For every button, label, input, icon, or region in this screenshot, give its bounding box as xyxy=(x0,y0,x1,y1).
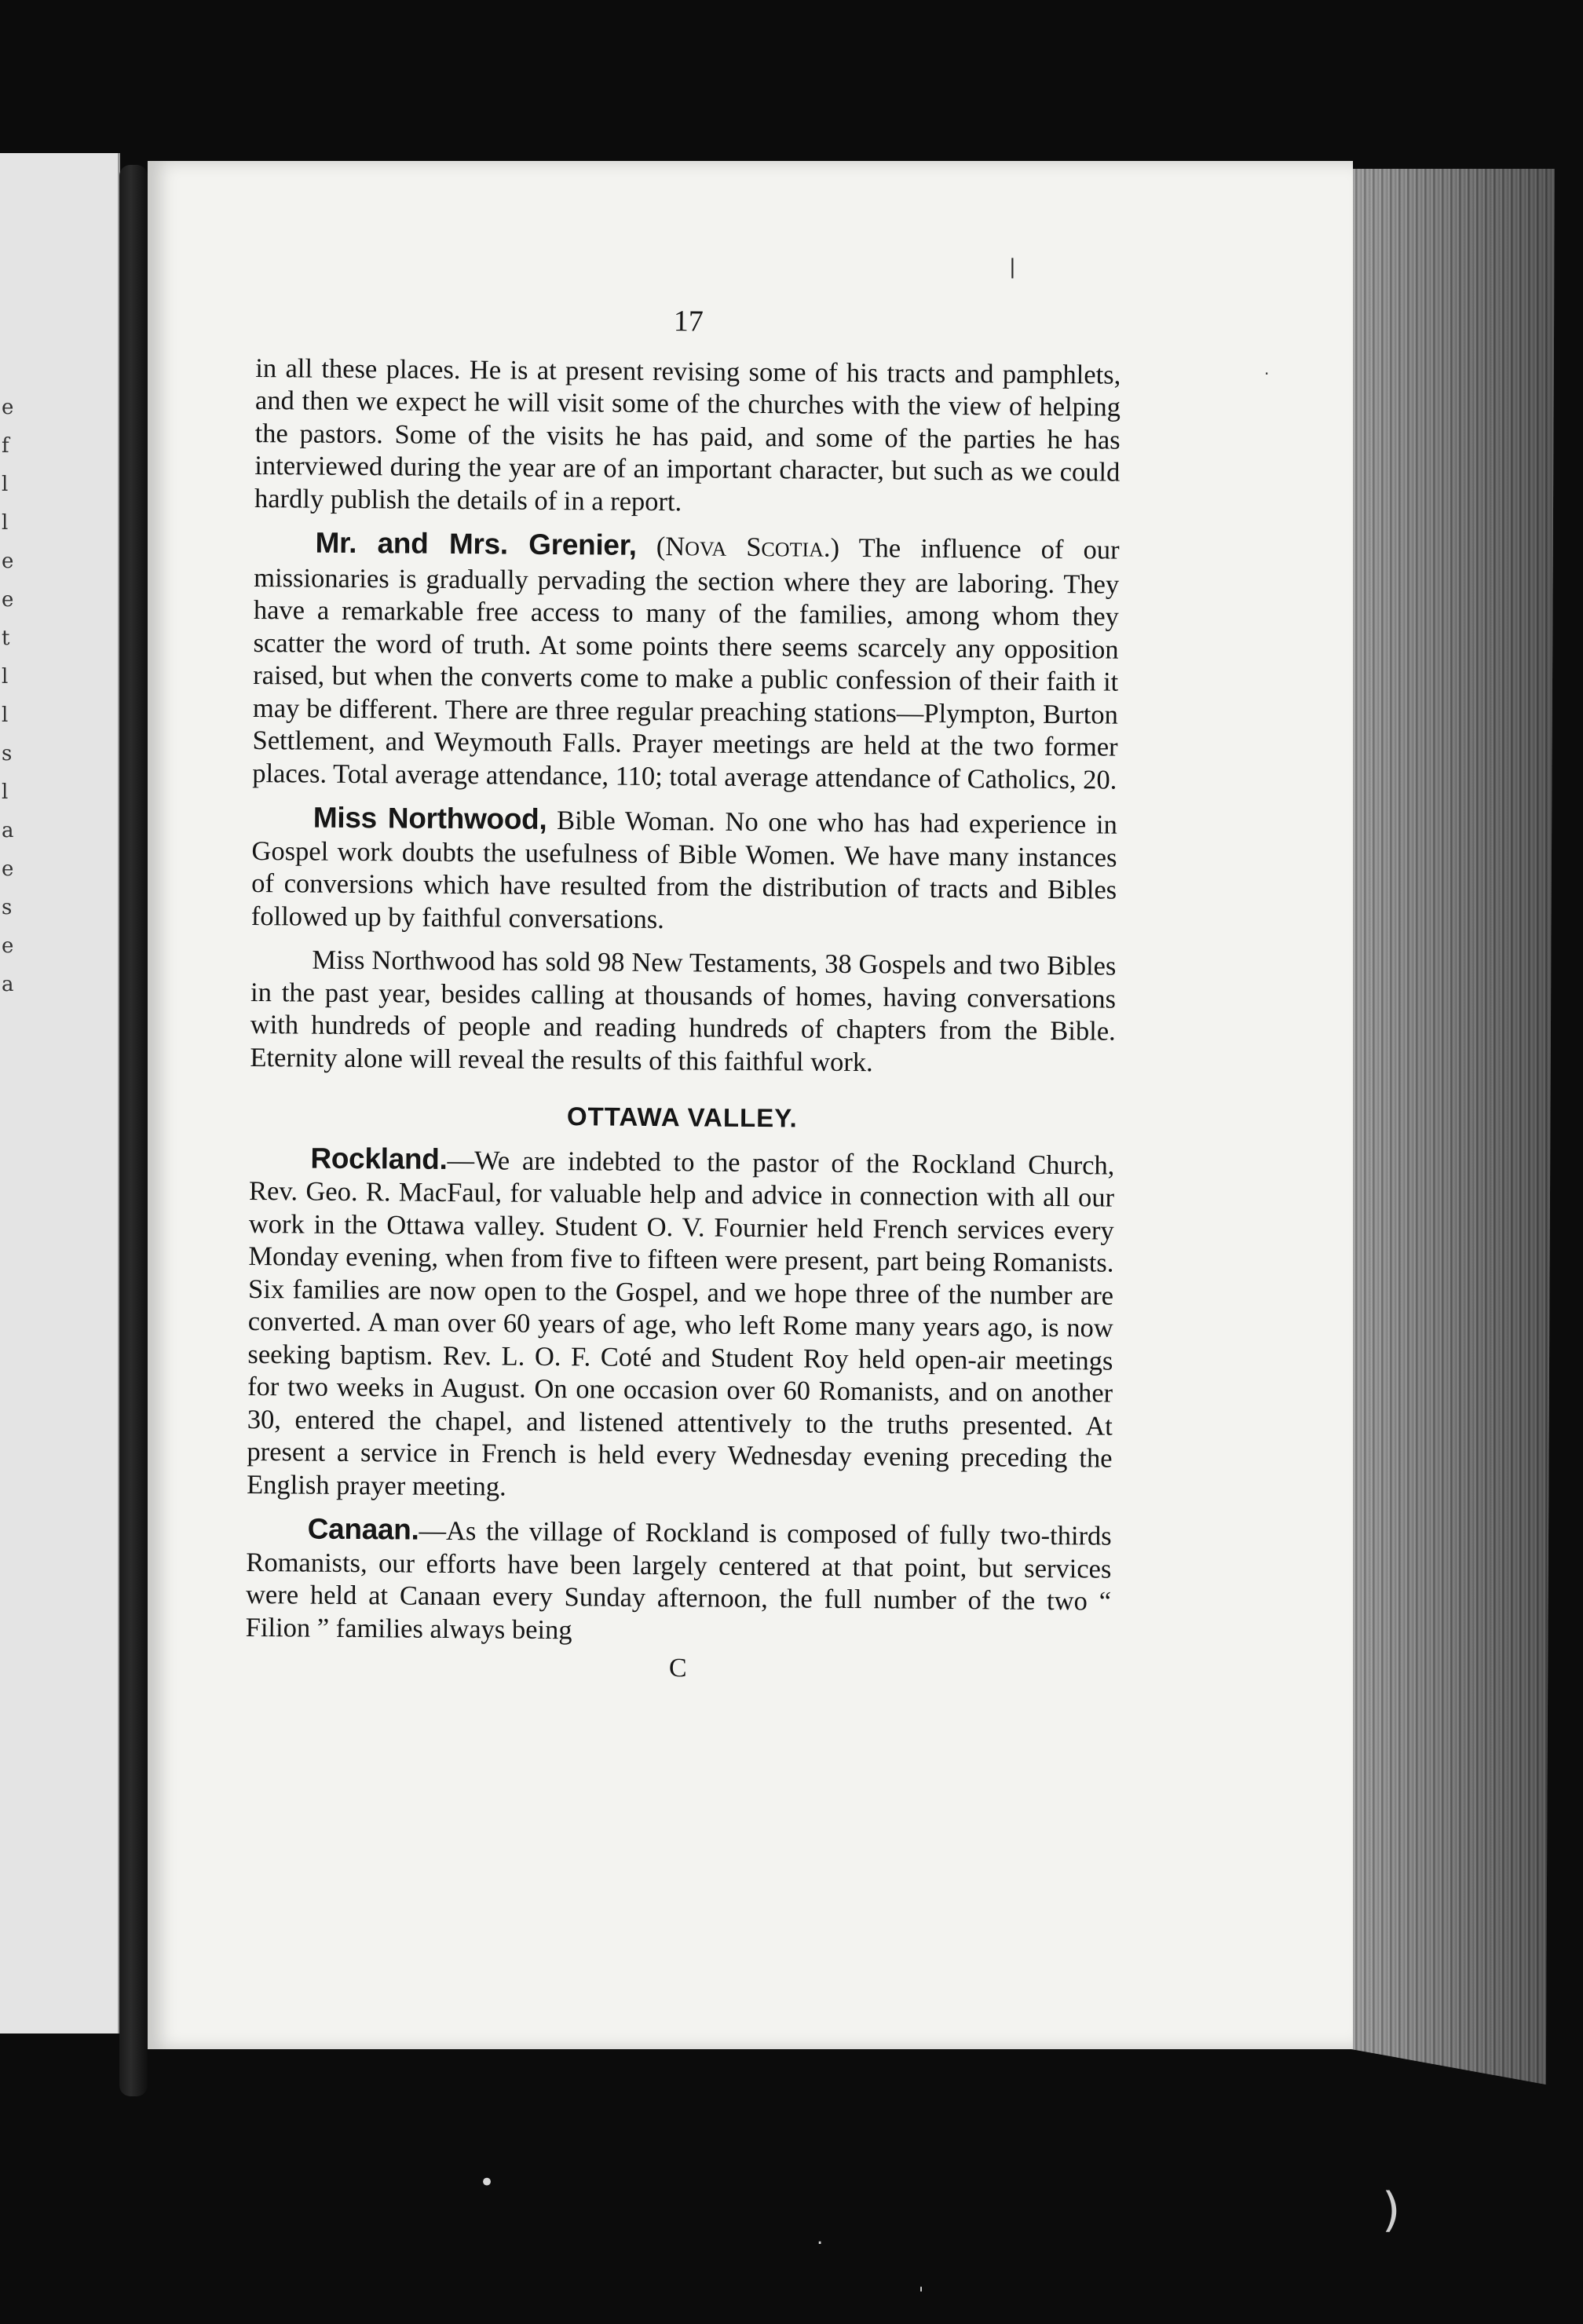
edge-char: e xyxy=(2,588,14,612)
paragraph-lead-canaan: Canaan. xyxy=(307,1512,419,1546)
page-block-shade xyxy=(1335,169,1555,2085)
edge-char: l xyxy=(2,780,9,804)
section-heading-ottawa-valley: OTTAWA VALLEY. xyxy=(566,1102,798,1133)
paragraph-lead-northwood: Miss Northwood, xyxy=(313,801,547,835)
paragraph-northwood xyxy=(251,801,1117,940)
place-scotia-initial: S xyxy=(726,532,762,563)
edge-char: l xyxy=(2,473,9,496)
edge-char: a xyxy=(2,819,14,842)
dust-speck: | xyxy=(1009,255,1016,279)
paragraph-lead-grenier: Mr. and Mrs. Grenier, xyxy=(315,526,637,561)
place-nova-initial: N xyxy=(665,532,685,562)
page-text-block xyxy=(245,302,1121,1688)
place-scotia-rest: COTIA xyxy=(761,538,824,561)
left-page xyxy=(0,153,120,2034)
place-close: .) xyxy=(823,532,840,563)
edge-char: e xyxy=(2,396,14,419)
paragraph-body-rockland: —We are indebted to the pastor of the Rockland Church, Rev. Geo. R. MacFaul, for valuable help and advice in connection with all our work in the Ottawa valley. Student O. V. Fournier held French services every Monday evening, when from five to fifteen were present, part being Romanists. Six families are now open to the Gospel, and we hope three of the number are converted. A man over 60 years of age, who left Rome many years ago, is now seeking baptism. Rev. L. O. F. Coté and Student Roy held open-air meetings for two weeks in August. On one occasion over 60 Romanists, and on another 30, entered the chapel, and listened attentively to the truths presented. At present a service in French is held every Wednesday evening preceding the English prayer meeting. xyxy=(247,1145,1115,1502)
edge-char: f xyxy=(2,434,9,458)
paragraph-continuation: in all these places. He is at present revising some of his tracts and pamphlets, and then we expect he will visit some of the churches with the view of helping the pastors. Some of the visits he has paid, and some of the parties he has interviewed during the year are of an important character, but such as we could hardly publish the details of in a report. xyxy=(254,353,1121,517)
book-gutter xyxy=(119,165,148,2096)
edge-char: t xyxy=(2,627,10,650)
edge-char: l xyxy=(2,511,9,535)
dust-speck: • xyxy=(479,2167,495,2198)
paragraph-lead-rockland: Rockland. xyxy=(310,1142,448,1175)
page-number: 17 xyxy=(673,305,704,338)
paragraph-body-canaan: —As the village of Rockland is composed of fully two-thirds Romanists, our efforts have been largely centered at that point, but services were held at Canaan every Sunday afternoon, the full number of the two “ Filion ” families always being xyxy=(245,1515,1112,1645)
dust-speck: . xyxy=(1264,360,1270,378)
place-open: ( xyxy=(636,531,666,562)
edge-char: e xyxy=(2,550,14,573)
edge-char: s xyxy=(2,896,13,919)
paragraph-body-northwood: Bible Woman. No one who has had experience in Gospel work doubts the usefulness of Bible Women. We have many instances of conversions which have resulted from the distribution of tracts and Bibles followed up by faithful conversations. xyxy=(250,805,1117,934)
paragraph-canaan xyxy=(246,1512,1112,1651)
edge-char: l xyxy=(2,703,9,727)
edge-char: a xyxy=(2,973,14,996)
left-page-edge-text xyxy=(2,389,25,1004)
edge-char: s xyxy=(2,742,13,766)
edge-char: l xyxy=(2,665,9,689)
signature-mark: C xyxy=(668,1653,687,1683)
dust-speck: . xyxy=(817,2226,824,2249)
dust-speck: ) xyxy=(1382,2183,1401,2238)
dust-speck: ' xyxy=(919,2285,924,2304)
paragraph-rockland xyxy=(247,1141,1115,1507)
edge-char: e xyxy=(2,934,14,958)
paragraph-grenier xyxy=(252,526,1120,797)
place-nova-rest: OVA xyxy=(685,537,727,561)
paragraph-northwood-sales: Miss Northwood has sold 98 New Testaments, 38 Gospels and two Bibles in the past year, besides calling at thousands of homes, having conversations with hundreds of people and reading hundreds of chapters from the Bible. Eternity alone will reveal the results of this faithful work. xyxy=(250,945,1117,1077)
edge-char: e xyxy=(2,857,14,881)
paragraph-body-grenier: The influence of our missionaries is gradually pervading the section where they are laboring. They have a remarkable free access to many of the families, among whom they scatter the word of truth. At some points there seems scarcely any opposition raised, but when the converts come to make a public confession of their faith it may be different. There are three regular preaching stations—Plympton, Burton Settlement, and Weymouth Falls. Prayer meetings are held at the two former places. Total average attendance, 110; total average attendance of Catholics, 20. xyxy=(252,532,1120,795)
